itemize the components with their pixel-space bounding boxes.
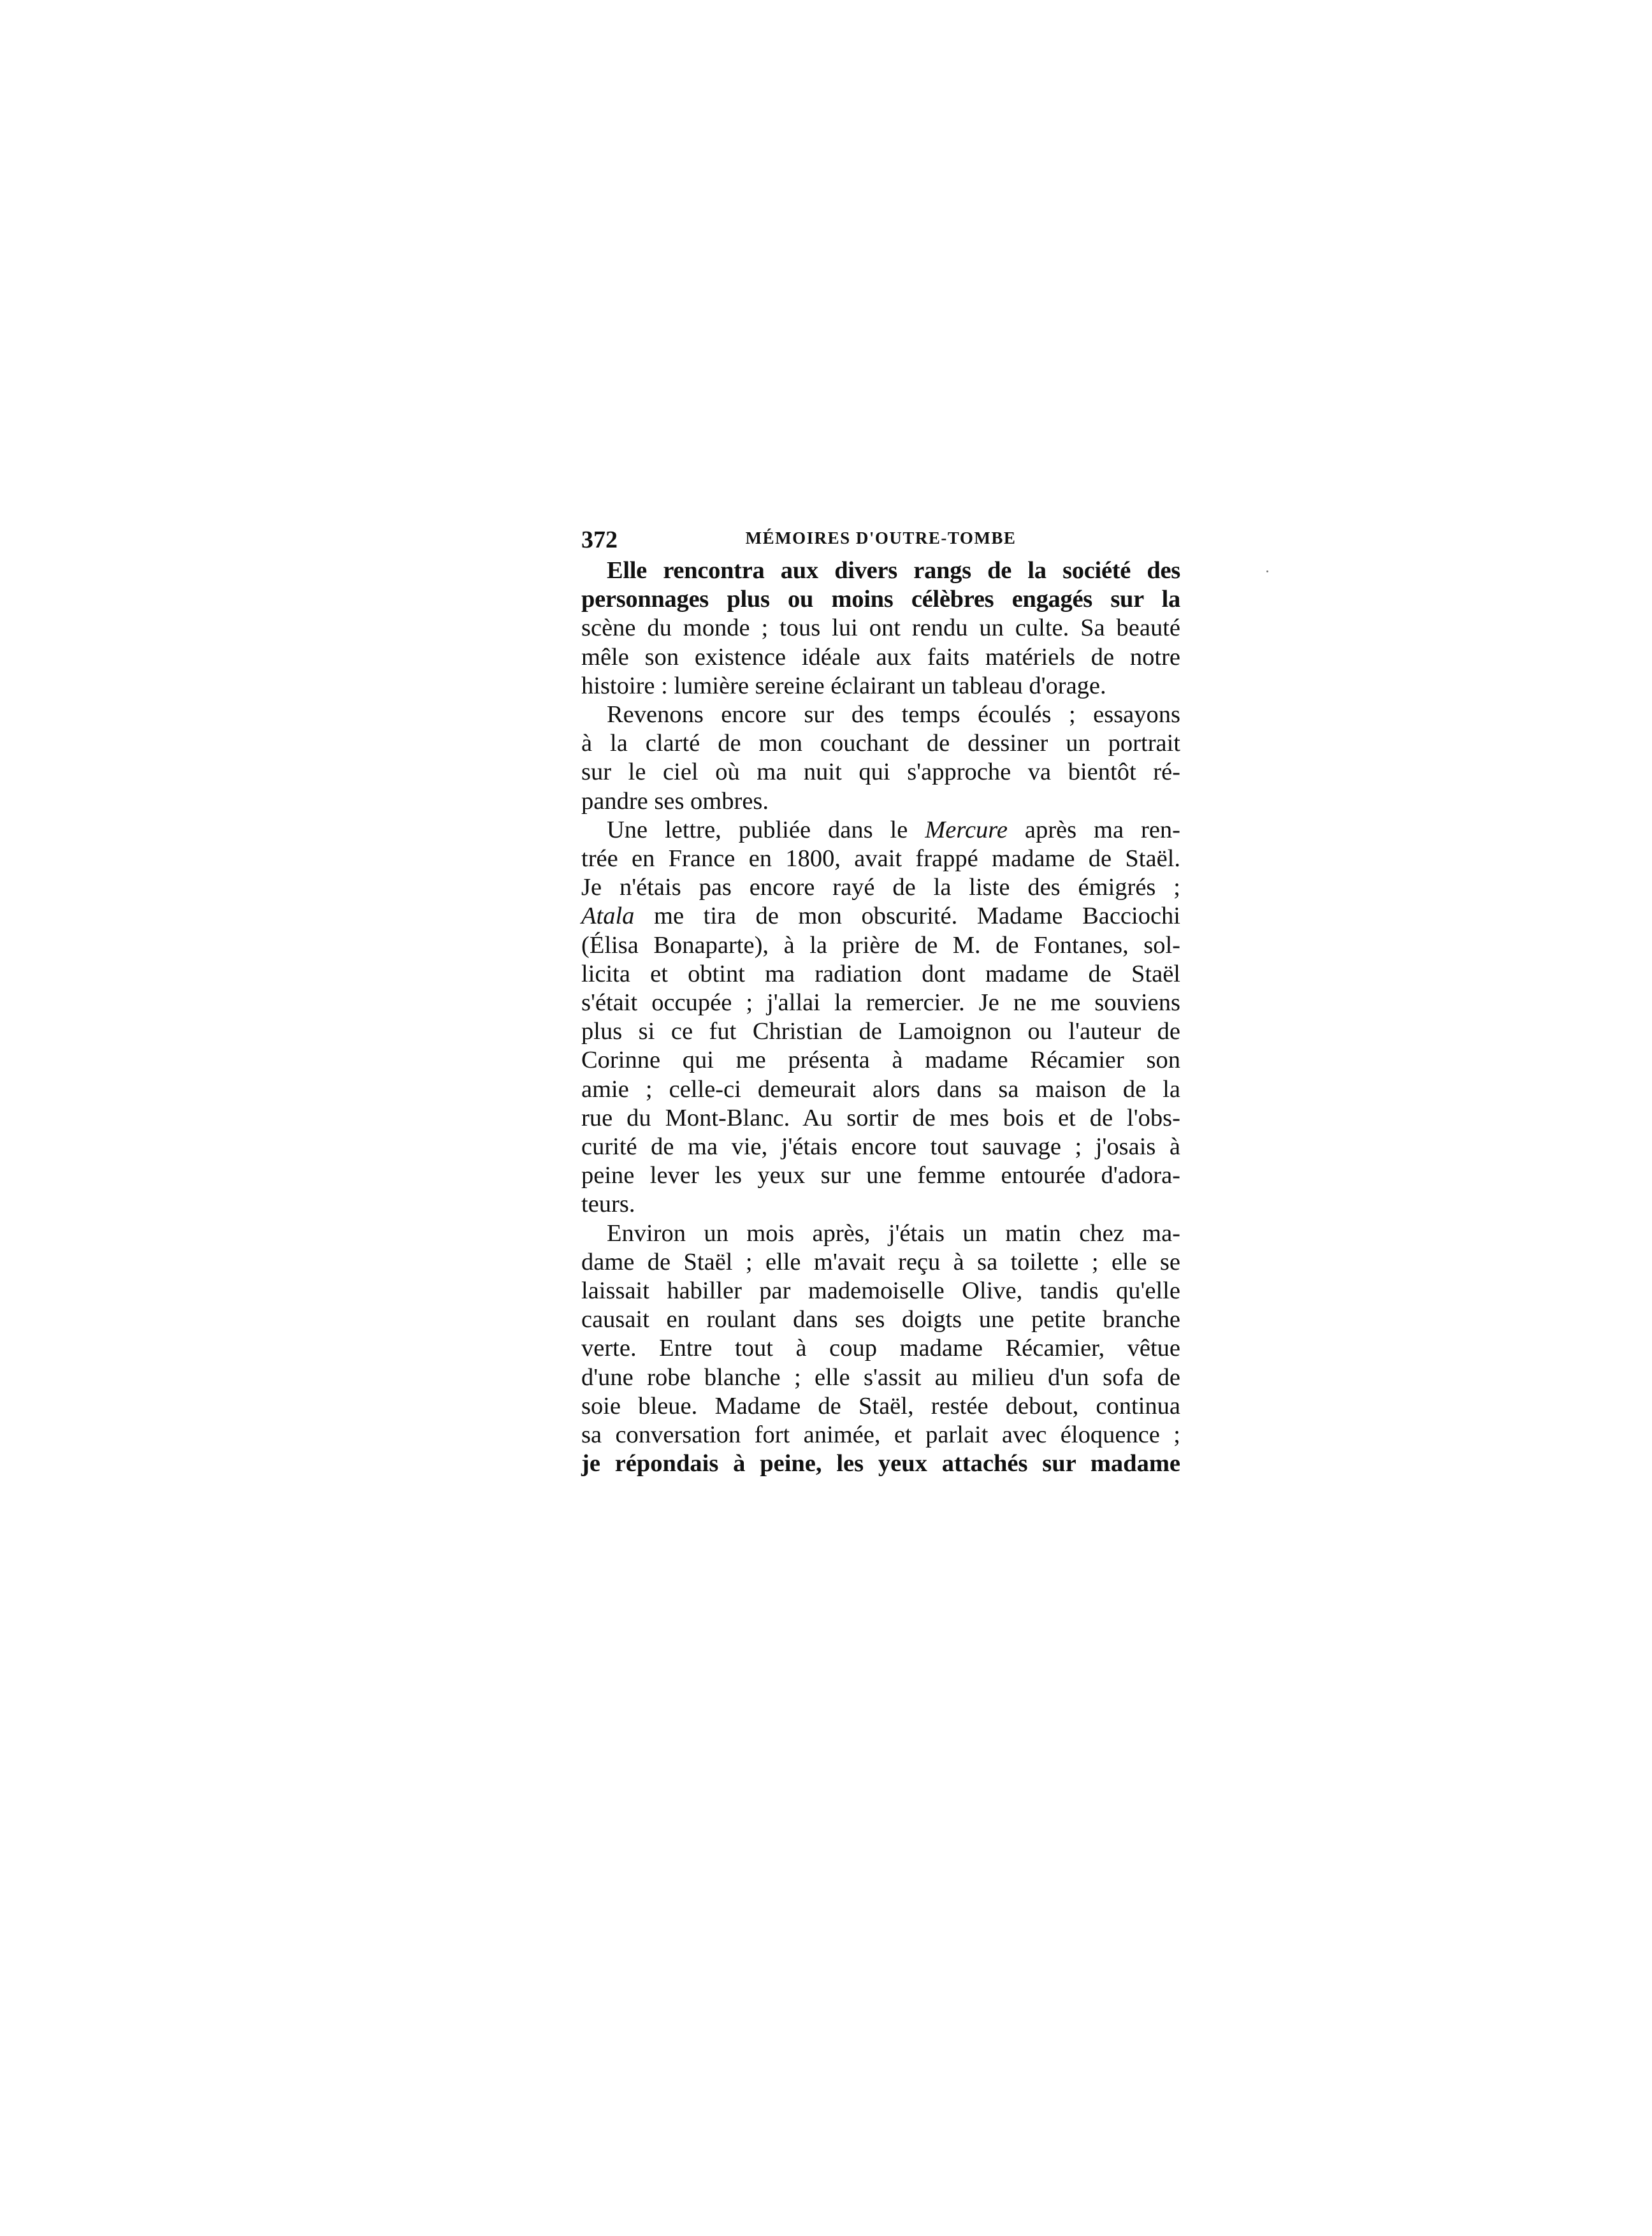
text-line: (Élisa Bonaparte), à la prière de M. de Fontanes, sol- — [581, 931, 1180, 959]
paragraph-1 — [581, 556, 1180, 701]
text-segment: me tira de mon obscurité. Madame Bacciochi — [634, 903, 1180, 930]
paragraph-3 — [581, 816, 1180, 1219]
text-line: d'une robe blanche ; elle s'assit au milieu d'un sofa de — [581, 1363, 1180, 1391]
text-line: soie bleue. Madame de Staël, restée debout, continua — [581, 1392, 1180, 1419]
text-line: Revenons encore sur des temps écoulés ; essayons — [607, 701, 1180, 729]
text-line: verte. Entre tout à coup madame Récamier, vêtue — [581, 1335, 1180, 1362]
paragraph-4 — [581, 1219, 1180, 1479]
text-line: rue du Mont-Blanc. Au sortir de mes bois et de l'obs- — [581, 1104, 1180, 1131]
text-line: sur le ciel où ma nuit qui s'approche va bientôt ré- — [581, 759, 1180, 786]
italic-title-mercure: Mercure — [925, 816, 1008, 843]
text-line: mêle son existence idéale aux faits matériels de notre — [581, 643, 1180, 671]
text-line: histoire : lumière sereine éclairant un tableau d'orage. — [581, 672, 1106, 699]
page-number: 372 — [581, 526, 618, 553]
running-head — [581, 526, 1180, 554]
text-line: sa conversation fort animée, et parlait avec éloquence ; — [581, 1421, 1180, 1449]
text-line: scène du monde ; tous lui ont rendu un culte. Sa beauté — [581, 614, 1180, 642]
text-line: amie ; celle-ci demeurait alors dans sa maison de la — [581, 1075, 1180, 1103]
text-line: trée en France en 1800, avait frappé madame de Staël. — [581, 845, 1180, 873]
text-line: licita et obtint ma radiation dont madame de Staël — [581, 960, 1180, 987]
page-body — [581, 526, 1180, 1479]
text-segment: après ma ren- — [1007, 816, 1180, 843]
text-line: peine lever les yeux sur une femme entourée d'adora- — [581, 1162, 1180, 1189]
running-title: MÉMOIRES D'OUTRE-TOMBE — [745, 528, 1017, 548]
text-line: Environ un mois après, j'étais un matin chez ma- — [607, 1219, 1180, 1247]
text-line: à la clarté de mon couchant de dessiner un portrait — [581, 730, 1180, 757]
text-line: je répondais à peine, les yeux attachés sur madame — [581, 1450, 1180, 1477]
text-line: laissait habiller par mademoiselle Olive, tandis qu'elle — [581, 1277, 1180, 1305]
text-line: curité de ma vie, j'étais encore tout sauvage ; j'osais à — [581, 1133, 1180, 1161]
scan-speck — [1266, 570, 1268, 572]
text-line: causait en roulant dans ses doigts une petite branche — [581, 1306, 1180, 1333]
italic-title-atala: Atala — [581, 903, 635, 930]
text-line — [581, 902, 1180, 931]
text-line: Corinne qui me présenta à madame Récamier son — [581, 1047, 1180, 1074]
text-line: personnages plus ou moins célèbres engagés sur la — [581, 586, 1180, 613]
paragraph-2 — [581, 701, 1180, 816]
text-line: Elle rencontra aux divers rangs de la société des — [607, 557, 1180, 584]
text-line: pandre ses ombres. — [581, 787, 769, 815]
text-line: s'était occupée ; j'allai la remercier. Je ne me souviens — [581, 989, 1180, 1017]
text-line: plus si ce fut Christian de Lamoignon ou l'auteur de — [581, 1018, 1180, 1045]
text-line: dame de Staël ; elle m'avait reçu à sa toilette ; elle se — [581, 1248, 1180, 1275]
text-segment: Une lettre, publiée dans le — [607, 816, 925, 843]
text-line — [581, 816, 1180, 845]
text-line: teurs. — [581, 1191, 635, 1218]
text-line: Je n'étais pas encore rayé de la liste des émigrés ; — [581, 874, 1180, 901]
